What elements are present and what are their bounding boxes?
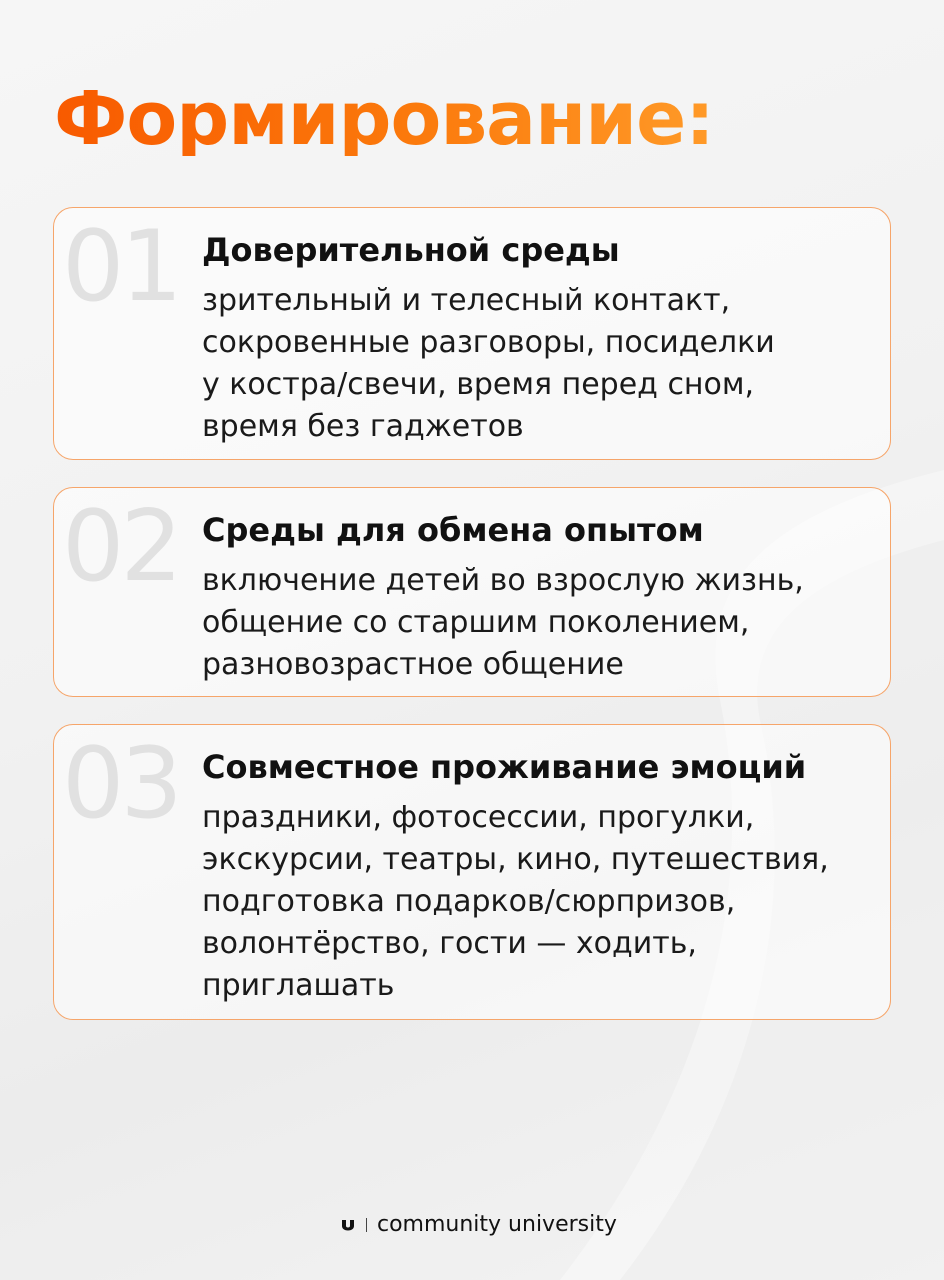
card-line: подготовка подарков/сюрпризов, (202, 884, 736, 919)
card-body (202, 797, 882, 1007)
card-line: волонтёрство, гости — ходить, (202, 926, 697, 961)
card-3 (53, 724, 891, 1020)
card-heading: Совместное проживание эмоций (202, 748, 807, 786)
brand-name: community university (377, 1212, 617, 1237)
card-body (202, 280, 882, 448)
card-line: включение детей во взрослую жизнь, (202, 563, 804, 598)
card-line: зрительный и телесный контакт, (202, 283, 731, 318)
card-number: 03 (62, 727, 179, 841)
card-line: праздники, фотосессии, прогулки, (202, 800, 755, 835)
card-number: 02 (62, 490, 179, 604)
card-1 (53, 207, 891, 460)
card-number: 01 (62, 210, 179, 324)
footer-separator (366, 1218, 367, 1232)
community-university-logo-icon (340, 1217, 356, 1233)
card-line: общение со старшим поколением, (202, 605, 750, 640)
card-line: сокровенные разговоры, посиделки (202, 325, 775, 360)
card-heading: Среды для обмена опытом (202, 511, 704, 549)
card-line: время без гаджетов (202, 409, 524, 444)
footer-brand (340, 1212, 617, 1237)
card-2 (53, 487, 891, 697)
card-line: разновозрастное общение (202, 647, 624, 682)
card-body (202, 560, 882, 686)
card-line: у костра/свечи, время перед сном, (202, 367, 755, 402)
page-title: Формирование: (54, 76, 714, 162)
card-line: экскурсии, театры, кино, путешествия, (202, 842, 829, 877)
card-line: приглашать (202, 968, 395, 1003)
card-heading: Доверительной среды (202, 231, 620, 269)
